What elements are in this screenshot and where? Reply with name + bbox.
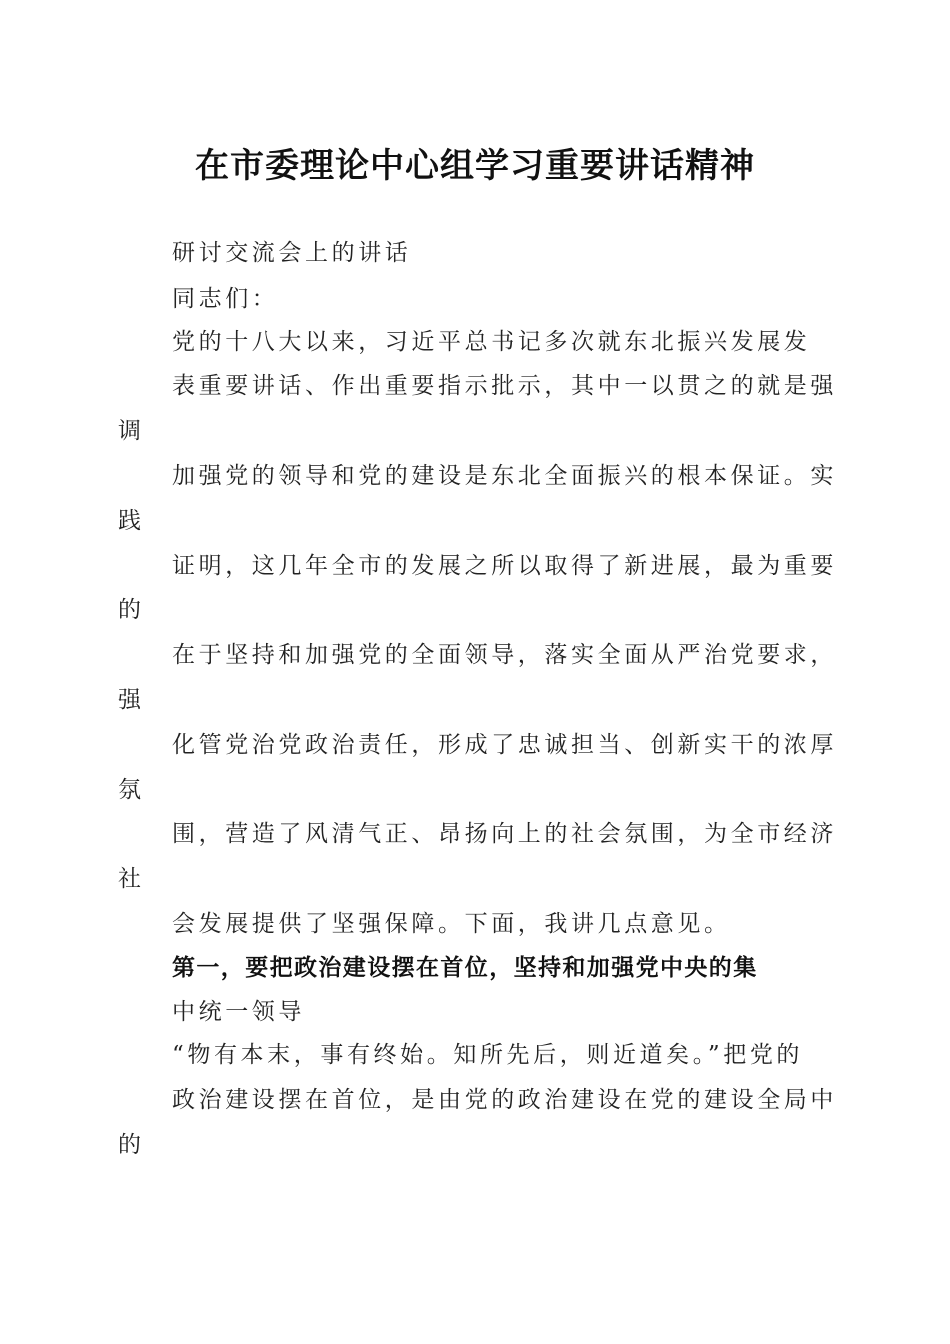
section-heading-cont: 中统一领导 [172,999,305,1025]
body-line-wrap: 践 [118,508,145,534]
body-line-wrap: 的 [118,597,145,623]
body-line: 党的十八大以来，习近平总书记多次就东北振兴发展发 [172,329,811,355]
body-line: 政治建设摆在首位，是由党的政治建设在党的建设全局中 [172,1087,837,1113]
salutation-line: 同志们： [172,286,279,312]
body-line-wrap: 社 [118,866,145,892]
body-line: 表重要讲话、作出重要指示批示，其中一以贯之的就是强 [172,373,837,399]
body-line-wrap: 调 [118,418,145,444]
subtitle-line: 研讨交流会上的讲话 [172,240,412,266]
body-line: 在于坚持和加强党的全面领导，落实全面从严治党要求， [172,642,837,668]
body-line: 加强党的领导和党的建设是东北全面振兴的根本保证。实 [172,463,837,489]
document-title: 在市委理论中心组学习重要讲话精神 [195,146,755,186]
body-line: 证明，这几年全市的发展之所以取得了新进展，最为重要 [172,553,837,579]
body-line: 会发展提供了坚强保障。下面，我讲几点意见。 [172,911,731,937]
section-heading: 第一，要把政治建设摆在首位，坚持和加强党中央的集 [172,955,758,981]
body-line-wrap: 强 [118,687,145,713]
body-line: 围，营造了风清气正、昂扬向上的社会氛围，为全市经济 [172,821,837,847]
body-line-wrap: 氛 [118,777,145,803]
body-line-wrap: 的 [118,1132,145,1158]
body-line: 化管党治党政治责任，形成了忠诚担当、创新实干的浓厚 [172,732,837,758]
body-line: “物有本末，事有终始。知所先后，则近道矣。”把党的 [172,1042,804,1068]
